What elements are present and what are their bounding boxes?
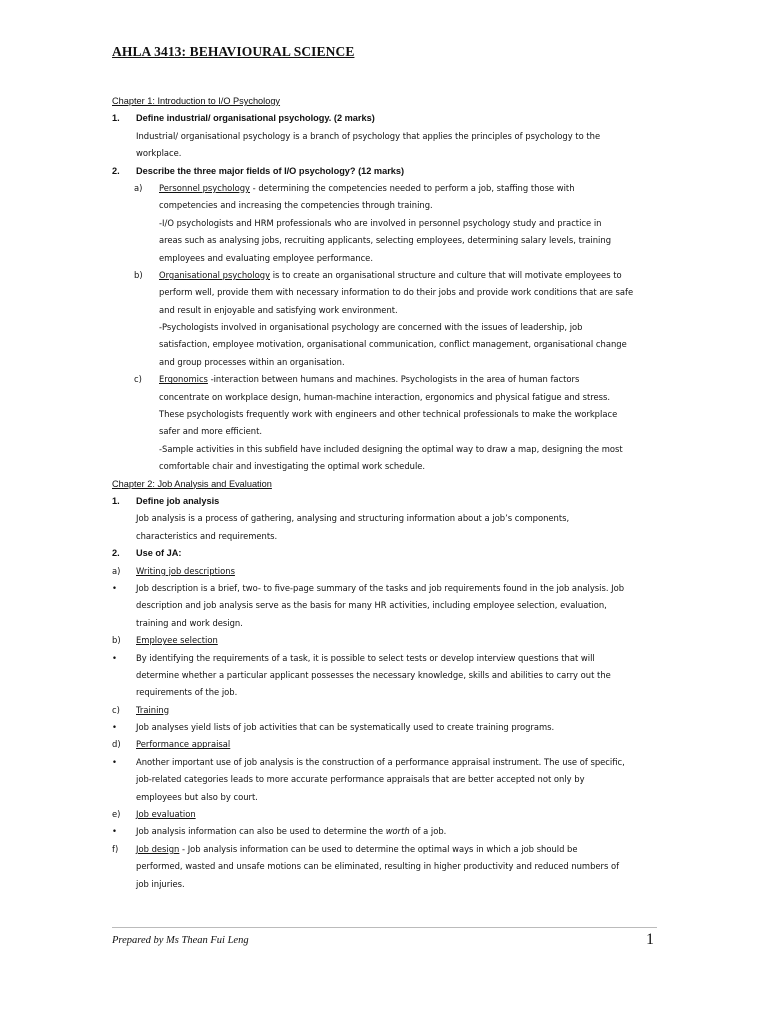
field-item-b — [112, 267, 657, 284]
question-1-2 — [112, 163, 657, 180]
bullet-text-pre: Job analysis information can also be used to determine the — [136, 826, 386, 837]
question-number: 2. — [112, 165, 120, 176]
question-number: 2. — [112, 548, 120, 559]
question-text: Define industrial/ organisational psychology. (2 marks) — [136, 113, 375, 124]
item-text: - determining the competencies needed to perform a job, staffing those with — [250, 182, 575, 193]
item-letter: c) — [134, 374, 142, 385]
item-line: concentrate on workplace design, human-machine interaction, ergonomics and physical fatigue and stress. — [159, 391, 611, 402]
bullet-text: Job description is a brief, two- to five-page summary of the tasks and job requirements found in the job analysis. Job — [136, 582, 625, 593]
bullet-item — [112, 650, 657, 667]
item-line: safer and more efficient. — [159, 426, 263, 437]
item-letter: a) — [112, 565, 121, 576]
item-line: job injuries. — [136, 878, 185, 889]
bullet-item — [112, 719, 657, 736]
bullet-line: employees but also by court. — [136, 791, 258, 802]
item-line: -I/O psychologists and HRM professionals who are involved in personnel psychology study and practice in — [159, 217, 602, 228]
use-item-f — [112, 841, 657, 858]
item-letter: b) — [112, 635, 121, 646]
item-letter: c) — [112, 704, 120, 715]
bullet-item — [112, 754, 657, 771]
bullet-line: job-related categories leads to more accurate performance appraisals that are better accepted not only by — [136, 774, 585, 785]
item-term: Job design — [136, 843, 180, 854]
bullet-text-emphasis: worth — [385, 826, 410, 837]
use-item-e — [112, 806, 657, 823]
item-line: competencies and increasing the competencies through training. — [159, 200, 433, 211]
bullet-text: Another important use of job analysis is the construction of a performance appraisal instrument. The use of specific, — [136, 756, 625, 767]
bullet-text: Job analyses yield lists of job activities that can be systematically used to create training programs. — [136, 722, 555, 733]
use-item-a — [112, 563, 657, 580]
answer-line: Industrial/ organisational psychology is a branch of psychology that applies the principles of psychology to the — [136, 130, 601, 141]
item-text: - Job analysis information can be used to determine the optimal ways in which a job should be — [179, 843, 578, 854]
document-body — [112, 93, 657, 893]
item-line: areas such as analysing jobs, recruiting applicants, selecting employees, determining salary levels, training — [159, 235, 612, 246]
item-text: is to create an organisational structure and culture that will motivate employees to — [270, 269, 622, 280]
question-number: 1. — [112, 113, 120, 124]
bullet-icon: • — [112, 582, 117, 593]
item-letter: f) — [112, 843, 119, 854]
question-text: Use of JA: — [136, 548, 182, 559]
item-text: -interaction between humans and machines. Psychologists in the area of human factors — [207, 374, 580, 385]
bullet-text-post: of a job. — [409, 826, 447, 837]
page-number: 1 — [646, 931, 654, 948]
bullet-line: determine whether a particular applicant possesses the necessary knowledge, skills and abilities to carry out the — [136, 669, 611, 680]
answer-line: Job analysis is a process of gathering, analysing and structuring information about a job’s components, — [136, 513, 570, 524]
item-term: Job evaluation — [136, 809, 196, 820]
chapter-2-heading: Chapter 2: Job Analysis and Evaluation — [112, 478, 272, 489]
bullet-icon: • — [112, 826, 117, 837]
bullet-line: description and job analysis serve as the basis for many HR activities, including employee selection, evaluation, — [136, 600, 607, 611]
bullet-item — [112, 823, 657, 840]
item-term: Personnel psychology — [159, 182, 250, 193]
item-line: perform well, provide them with necessary information to do their jobs and provide work conditions that are safe — [159, 287, 634, 298]
bullet-text: By identifying the requirements of a task, it is possible to select tests or develop interview questions that will — [136, 652, 595, 663]
bullet-icon: • — [112, 652, 117, 663]
item-term: Writing job descriptions — [136, 565, 235, 576]
item-line: and result in enjoyable and satisfying work environment. — [159, 304, 398, 315]
item-term: Ergonomics — [159, 374, 208, 385]
answer-line: characteristics and requirements. — [136, 530, 278, 541]
item-line: -Sample activities in this subfield have included designing the optimal way to draw a map, designing the most — [159, 443, 623, 454]
item-term: Organisational psychology — [159, 269, 271, 280]
question-1-1 — [112, 110, 657, 127]
bullet-item — [112, 580, 657, 597]
item-term: Training — [136, 704, 170, 715]
question-2-1 — [112, 493, 657, 510]
use-item-d — [112, 736, 657, 753]
footer-divider — [112, 927, 657, 928]
bullet-icon: • — [112, 756, 117, 767]
question-text: Describe the three major fields of I/O psychology? (12 marks) — [136, 165, 405, 176]
item-letter: e) — [112, 809, 121, 820]
item-line: comfortable chair and investigating the optimal work schedule. — [159, 461, 426, 472]
item-term: Performance appraisal — [136, 739, 231, 750]
item-term: Employee selection — [136, 635, 218, 646]
bullet-icon: • — [112, 722, 117, 733]
item-line: These psychologists frequently work with engineers and other technical professionals to make the workplace — [159, 409, 618, 420]
item-line: and group processes within an organisation. — [159, 356, 345, 367]
footer-prepared-by: Prepared by Ms Thean Fui Leng — [112, 935, 249, 946]
field-item-c — [112, 371, 657, 388]
question-text: Define job analysis — [136, 495, 220, 506]
item-line: employees and evaluating employee performance. — [159, 252, 373, 263]
chapter-1-heading: Chapter 1: Introduction to I/O Psychology — [112, 96, 281, 106]
document-title: AHLA 3413: BEHAVIOURAL SCIENCE — [112, 44, 355, 59]
question-2-2 — [112, 545, 657, 562]
item-line: performed, wasted and unsafe motions can be eliminated, resulting in higher productivity and reduced numbers of — [136, 861, 620, 872]
bullet-line: training and work design. — [136, 617, 243, 628]
question-number: 1. — [112, 495, 120, 506]
item-letter: d) — [112, 739, 121, 750]
item-line: -Psychologists involved in organisational psychology are concerned with the issues of leadership, job — [159, 322, 583, 333]
item-letter: b) — [134, 269, 143, 280]
field-item-a — [112, 180, 657, 197]
use-item-b — [112, 632, 657, 649]
bullet-line: requirements of the job. — [136, 687, 238, 698]
item-line: satisfaction, employee motivation, organisational communication, conflict management, organisational change — [159, 339, 627, 350]
use-item-c — [112, 702, 657, 719]
item-letter: a) — [134, 182, 143, 193]
answer-line: workplace. — [136, 148, 182, 159]
